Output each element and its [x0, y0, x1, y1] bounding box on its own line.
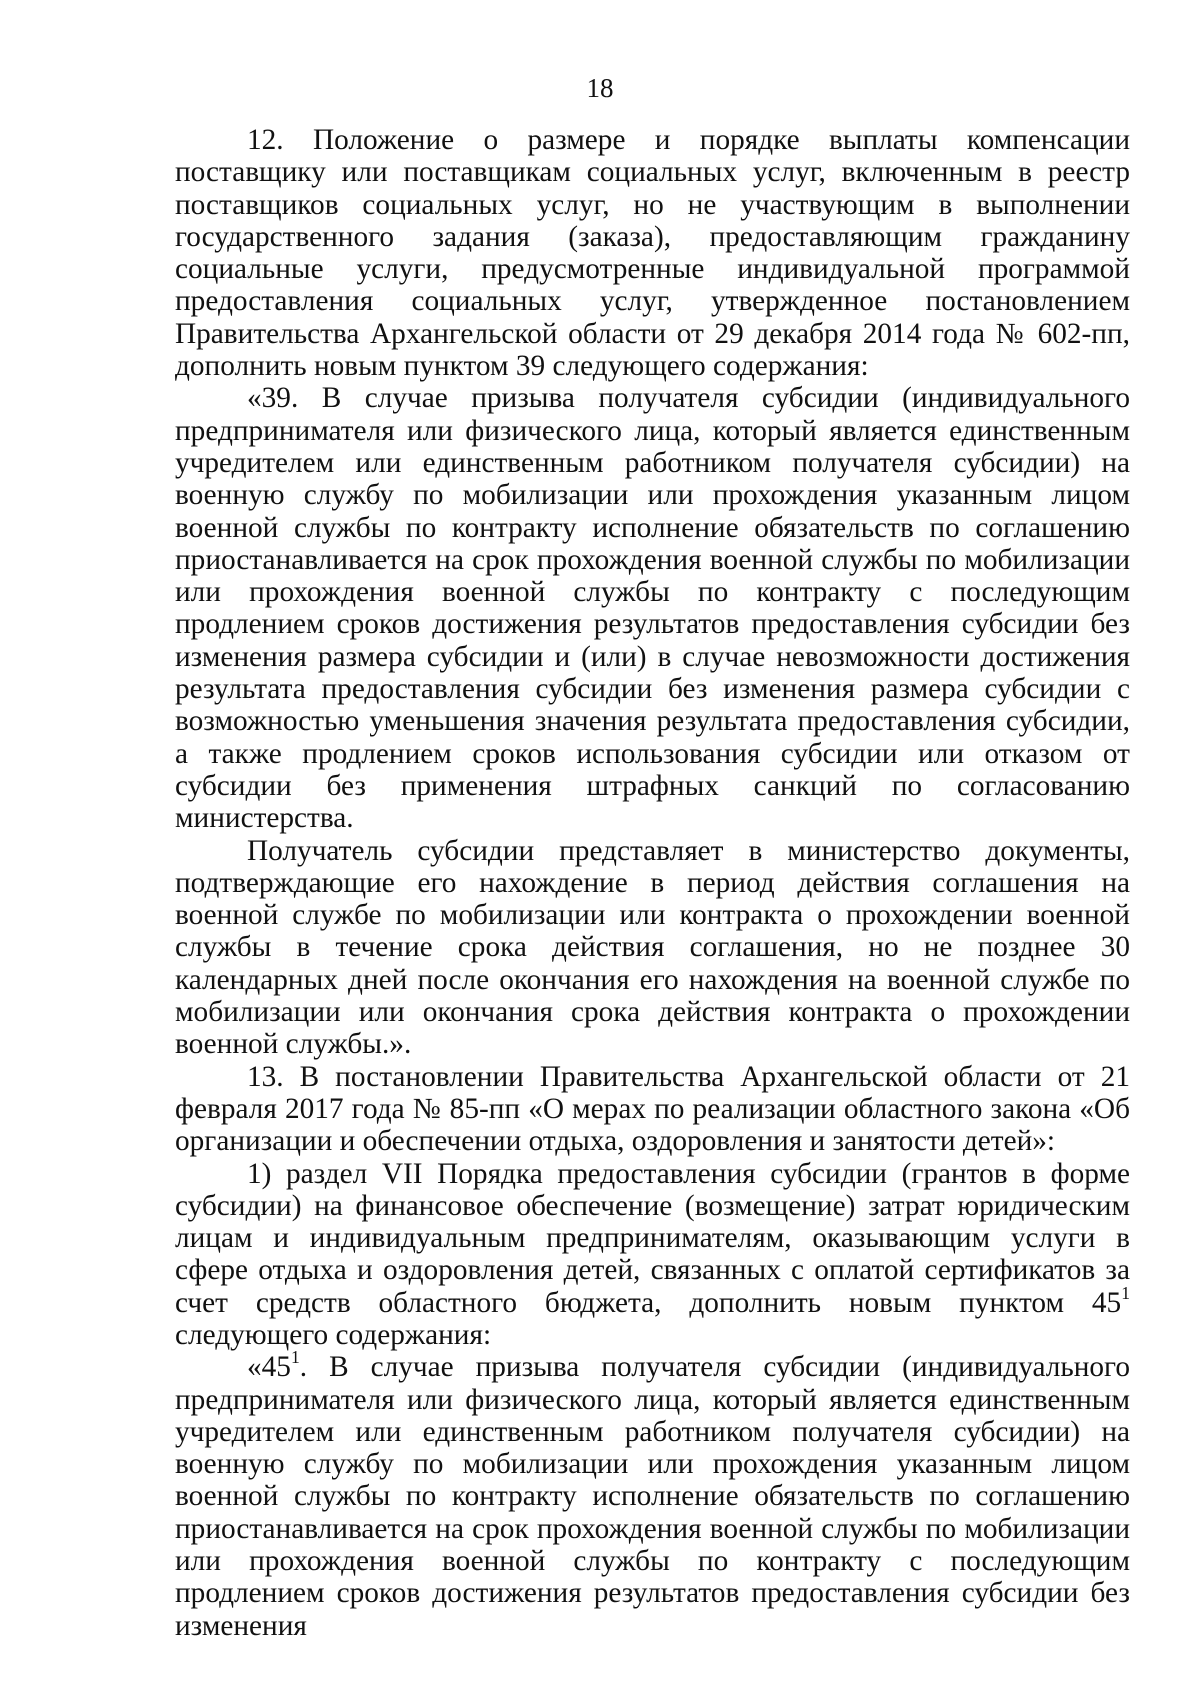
paragraph-item-12: 12. Положение о размере и порядке выплаты компенсации поставщику или поставщикам социальных услуг, включенным в реестр поставщиков социальных услуг, но не участвующим в выполнении государственного задания (заказа), предоставляющим гражданину социальные услуги, предусмотренные индивидуальной программой предоставления социальных услуг, утвержденное постановлением Правительства Архангельской области от 29 декабря 2014 года № 602-пп, дополнить новым пунктом 39 следующего содержания:	[175, 124, 1130, 383]
paragraph-text-after-superscript: следующего содержания:	[175, 1318, 492, 1351]
page-number: 18	[586, 73, 614, 103]
superscript-index: 1	[1121, 1282, 1130, 1303]
paragraph-item-13: 13. В постановлении Правительства Архангельской области от 21 февраля 2017 года № 85-пп «О мерах по реализации областного закона «Об организации и обеспечении отдыха, оздоровления и занятости детей»:	[175, 1060, 1130, 1158]
paragraph-text-before-superscript: 1) раздел VII Порядка предоставления субсидии (грантов в форме субсидии) на финансовое обеспечение (возмещение) затрат юридическим лицам и индивидуальным предпринимателям, оказывающим услуги в сфере отдыха и оздоровления детей, связанных с оплатой сертификатов за счет средств областного бюджета, дополнить новым пунктом 45	[175, 1157, 1130, 1319]
paragraph-subitem-1	[175, 1158, 1130, 1352]
document-body	[175, 124, 1130, 1642]
paragraph-text-before-superscript: «45	[247, 1351, 291, 1384]
paragraph-recipient-documents: Получатель субсидии представляет в министерство документы, подтверждающие его нахождение в период действия соглашения на военной службе по мобилизации или контракта о прохождении военной службы в течение срока действия соглашения, но не позднее 30 календарных дней после окончания его нахождения на военной службе по мобилизации или окончания срока действия контракта о прохождении военной службы.».	[175, 834, 1130, 1061]
paragraph-text-after-superscript: . В случае призыва получателя субсидии (индивидуального предпринимателя или физического лица, который является единственным учредителем или единственным работником получателя субсидии) на военную службу по мобилизации или прохождения указанным лицом военной службы по контракту исполнение обязательств по соглашению приостанавливается на срок прохождения военной службы по мобилизации или прохождения военной службы по контракту с последующим продлением сроков достижения результатов предоставления субсидии без изменения	[175, 1351, 1130, 1642]
superscript-index: 1	[290, 1347, 300, 1368]
paragraph-point-45-1	[175, 1347, 1130, 1642]
paragraph-point-39: «39. В случае призыва получателя субсидии (индивидуального предпринимателя или физического лица, который является единственным учредителем или единственным работником получателя субсидии) на военную службу по мобилизации или прохождения указанным лицом военной службы по контракту исполнение обязательств по соглашению приостанавливается на срок прохождения военной службы по мобилизации или прохождения военной службы по контракту с последующим продлением сроков достижения результатов предоставления субсидии без изменения размера субсидии и (или) в случае невозможности достижения результата предоставления субсидии без изменения размера субсидии с возможностью уменьшения значения результата предоставления субсидии, а также продлением сроков использования субсидии или отказом от субсидии без применения штрафных санкций по согласованию министерства.	[175, 382, 1130, 835]
